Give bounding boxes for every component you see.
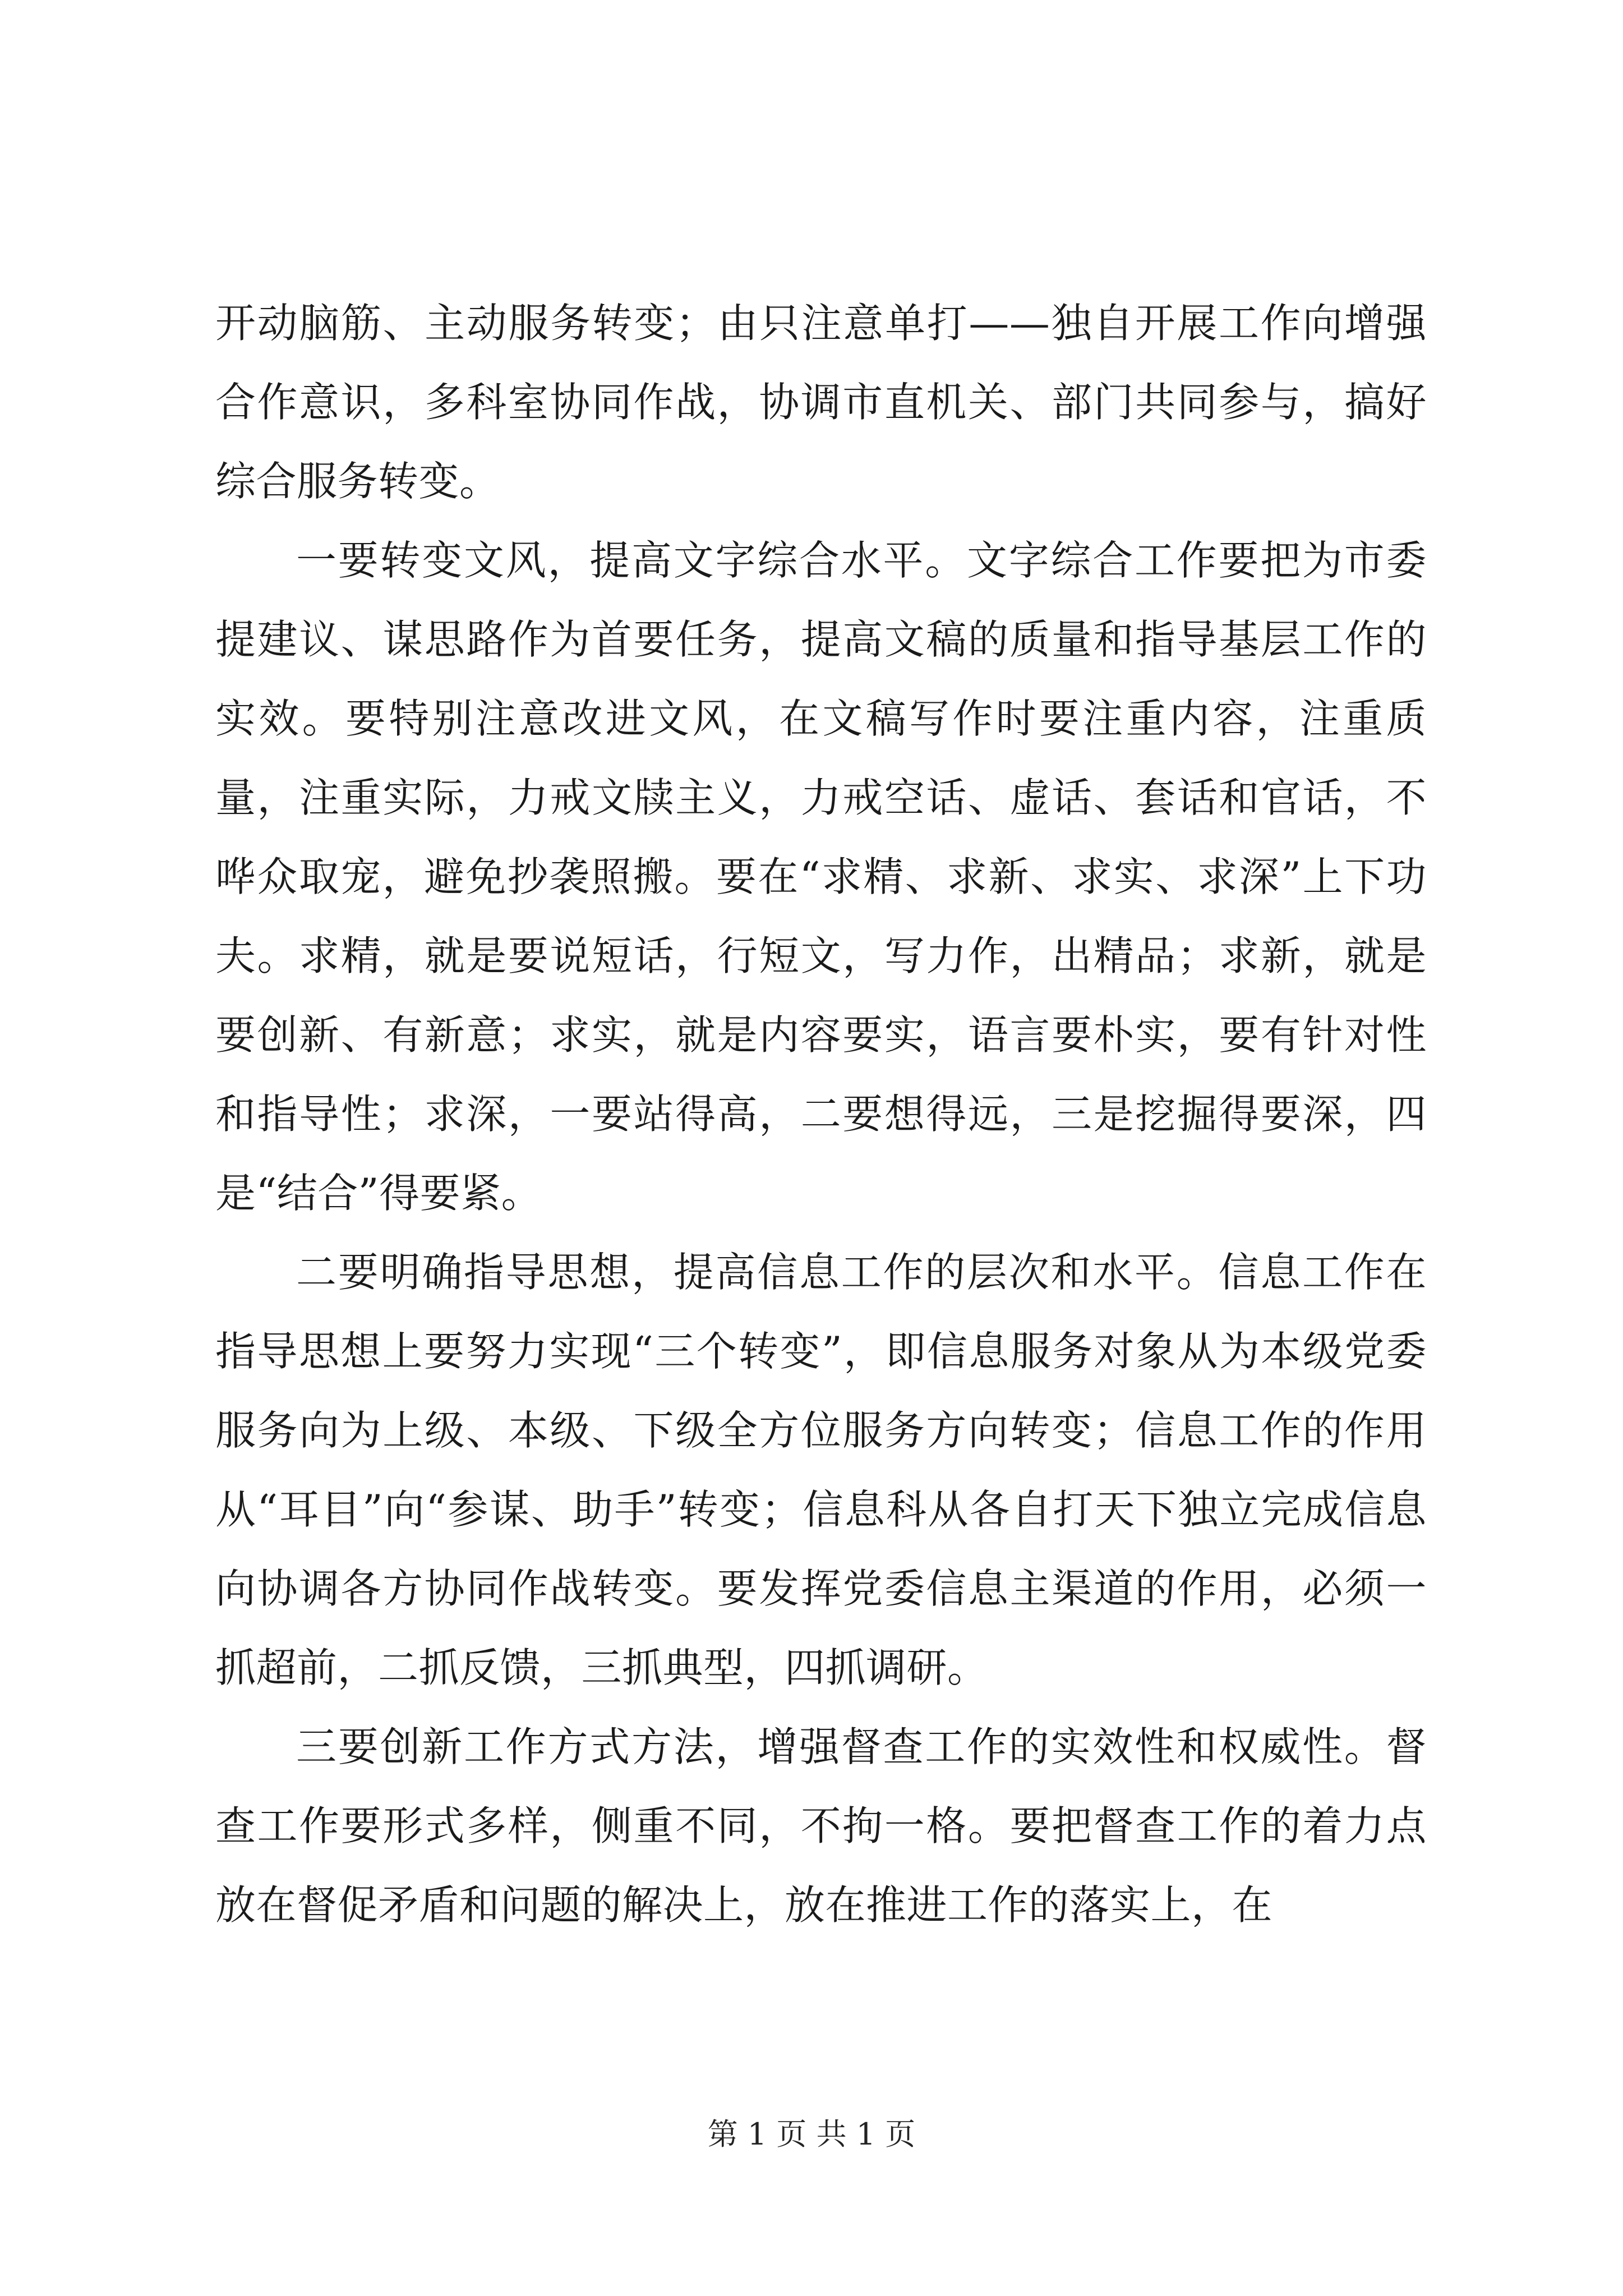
paragraph-4: 三要创新工作方式方法，增强督查工作的实效性和权威性。督查工作要形式多样，侧重不同，不拘一格。要把督查工作的着力点放在督促矛盾和问题的解决上，放在推进工作的落实上，在 — [215, 1723, 1427, 1929]
document-body — [215, 284, 1427, 1945]
page-number-footer: 第 1 页 共 1 页 — [707, 2116, 916, 2152]
paragraph-1: 开动脑筋、主动服务转变；由只注意单打——独自开展工作向增强合作意识，多科室协同作战，协调市直机关、部门共同参与，搞好综合服务转变。 — [215, 300, 1427, 505]
paragraph-2: 一要转变文风，提高文字综合水平。文字综合工作要把为市委提建议、谋思路作为首要任务，提高文稿的质量和指导基层工作的实效。要特别注意改进文风，在文稿写作时要注重内容，注重质量，注重实际，力戒文牍主义，力戒空话、虚话、套话和官话，不哗众取宠，避免抄袭照搬。要在“求精、求新、求实、求深”上下功夫。求精，就是要说短话，行短文，写力作，出精品；求新，就是要创新、有新意；求实，就是内容要实，语言要朴实，要有针对性和指导性；求深，一要站得高，二要想得远，三是挖掘得要深，四是“结合”得要紧。 — [215, 537, 1427, 1217]
paragraph-3: 二要明确指导思想，提高信息工作的层次和水平。信息工作在指导思想上要努力实现“三个转变”，即信息服务对象从为本级党委服务向为上级、本级、下级全方位服务方向转变；信息工作的作用从“耳目”向“参谋、助手”转变；信息科从各自打天下独立完成信息向协调各方协同作战转变。要发挥党委信息主渠道的作用，必须一抓超前，二抓反馈，三抓典型，四抓调研。 — [215, 1249, 1427, 1691]
